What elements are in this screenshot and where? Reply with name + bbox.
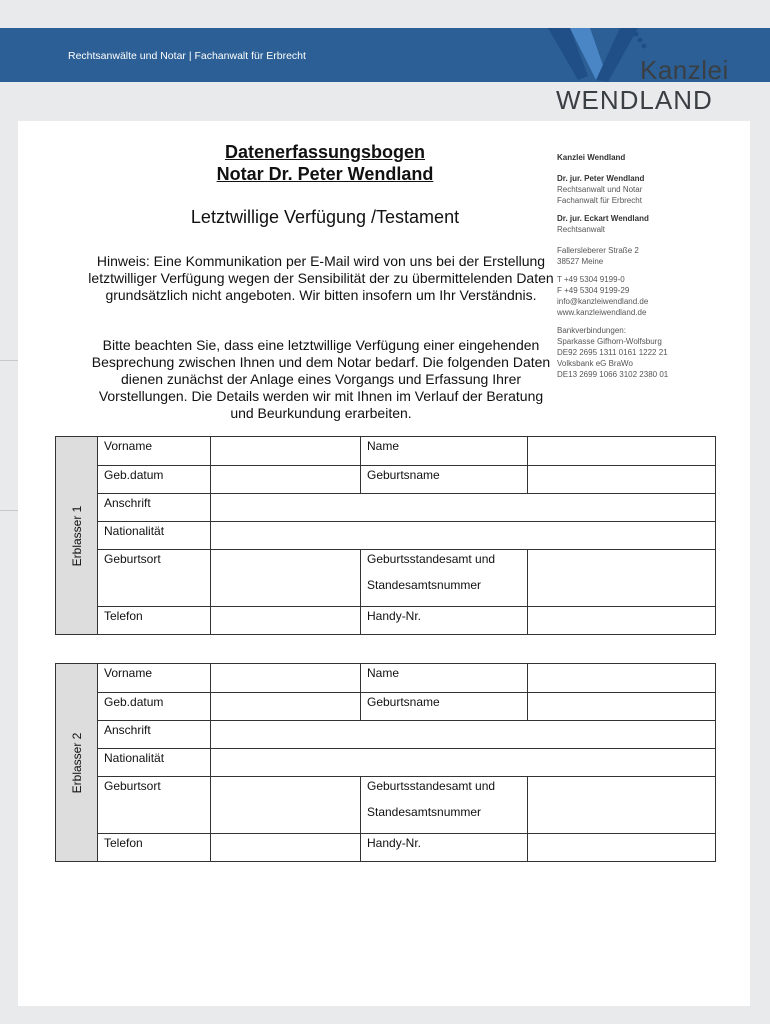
label-name: Name (361, 437, 528, 466)
input-nationalitaet[interactable] (211, 749, 716, 777)
input-name[interactable] (528, 437, 716, 466)
label-handy: Handy-Nr. (361, 834, 528, 862)
bank1-iban: DE92 2695 1311 0161 1222 21 (557, 348, 668, 357)
title-line-2: Notar Dr. Peter Wendland (216, 164, 434, 184)
notice-paragraph: Hinweis: Eine Kommunikation per E-Mail wird von uns bei der Erstellung letztwilliger Verfügung wegen der Sensibilität der zu übermittelenden Daten grundsätzlich nicht angeboten. Wir bitten insofern um Ihr Verständnis. (88, 253, 554, 303)
input-handy[interactable] (528, 834, 716, 862)
address-city: 38527 Meine (557, 257, 604, 266)
input-geburtsort[interactable] (211, 550, 361, 607)
input-handy[interactable] (528, 607, 716, 635)
input-name[interactable] (528, 664, 716, 693)
label-gebdatum: Geb.datum (98, 693, 211, 721)
input-geburtsname[interactable] (528, 466, 716, 494)
person1-title: Rechtsanwalt und Notar (557, 185, 643, 194)
input-anschrift[interactable] (211, 721, 716, 749)
fax-number: F +49 5304 9199-29 (557, 286, 630, 295)
phone-number: T +49 5304 9199-0 (557, 275, 625, 284)
input-nationalitaet[interactable] (211, 522, 716, 550)
input-gebdatum[interactable] (211, 466, 361, 494)
website-link[interactable]: www.kanzleiwendland.de (557, 308, 647, 317)
person2-name: Dr. jur. Eckart Wendland (557, 214, 649, 223)
person1-title: Fachanwalt für Erbrecht (557, 196, 642, 205)
label-geburtsort: Geburtsort (98, 550, 211, 607)
side-label: Erblasser 1 (69, 505, 84, 566)
label-nationalitaet: Nationalität (98, 749, 211, 777)
logo-text-wendland: WENDLAND (556, 85, 713, 115)
document-subtitle: Letztwillige Verfügung /Testament (190, 207, 460, 227)
input-telefon[interactable] (211, 607, 361, 635)
label-name: Name (361, 664, 528, 693)
label-anschrift: Anschrift (98, 494, 211, 522)
logo-text-kanzlei: Kanzlei (640, 55, 729, 85)
document-title (120, 141, 530, 185)
input-anschrift[interactable] (211, 494, 716, 522)
page-edge-tick (0, 360, 18, 361)
form-erblasser-2 (55, 663, 716, 862)
label-standesamt-line1: Geburtsstandesamt und (367, 779, 496, 793)
intro-paragraph: Bitte beachten Sie, dass eine letztwillige Verfügung einer eingehenden Besprechung zwischen Ihnen und dem Notar bedarf. Die folgenden Daten dienen zunächst der Anlage eines Vorgangs und Erfassung Ihrer Vorstellungen. Die Details werden wir mit Ihnen im Verlauf der Beratung und Beurkundung erarbeiten. (91, 337, 551, 421)
person1-name: Dr. jur. Peter Wendland (557, 174, 645, 183)
input-vorname[interactable] (211, 664, 361, 693)
label-vorname: Vorname (98, 664, 211, 693)
side-label: Erblasser 2 (69, 732, 84, 793)
label-standesamt (361, 550, 528, 607)
form-erblasser-1 (55, 436, 716, 635)
label-gebdatum: Geb.datum (98, 466, 211, 494)
bank-heading: Bankverbindungen: (557, 326, 626, 335)
contact-sidebar (557, 152, 737, 387)
bank2-name: Volksbank eG BraWo (557, 359, 633, 368)
address-street: Fallersleberer Straße 2 (557, 246, 639, 255)
title-line-1: Datenerfassungsbogen (224, 142, 426, 162)
person2-title: Rechtsanwalt (557, 225, 606, 234)
label-vorname: Vorname (98, 437, 211, 466)
label-geburtsname: Geburtsname (361, 466, 528, 494)
label-handy: Handy-Nr. (361, 607, 528, 635)
input-geburtsort[interactable] (211, 777, 361, 834)
label-geburtsname: Geburtsname (361, 693, 528, 721)
page-edge-tick (0, 510, 18, 511)
email-link[interactable]: info@kanzleiwendland.de (557, 297, 649, 306)
firm-name: Kanzlei Wendland (557, 153, 626, 162)
label-standesamt-line2: Standesamtsnummer (367, 805, 482, 819)
side-label-cell (56, 664, 98, 862)
input-telefon[interactable] (211, 834, 361, 862)
label-geburtsort: Geburtsort (98, 777, 211, 834)
label-nationalitaet: Nationalität (98, 522, 211, 550)
label-telefon: Telefon (98, 834, 211, 862)
bank1-name: Sparkasse Gifhorn-Wolfsburg (557, 337, 662, 346)
input-standesamt[interactable] (528, 777, 716, 834)
label-anschrift: Anschrift (98, 721, 211, 749)
side-label-cell (56, 437, 98, 635)
input-standesamt[interactable] (528, 550, 716, 607)
input-gebdatum[interactable] (211, 693, 361, 721)
label-telefon: Telefon (98, 607, 211, 635)
label-standesamt (361, 777, 528, 834)
header-tagline: Rechtsanwälte und Notar | Fachanwalt für Erbrecht (68, 50, 306, 62)
label-standesamt-line2: Standesamtsnummer (367, 578, 482, 592)
input-geburtsname[interactable] (528, 693, 716, 721)
bank2-iban: DE13 2699 1066 3102 2380 01 (557, 370, 669, 379)
label-standesamt-line1: Geburtsstandesamt und (367, 552, 496, 566)
input-vorname[interactable] (211, 437, 361, 466)
